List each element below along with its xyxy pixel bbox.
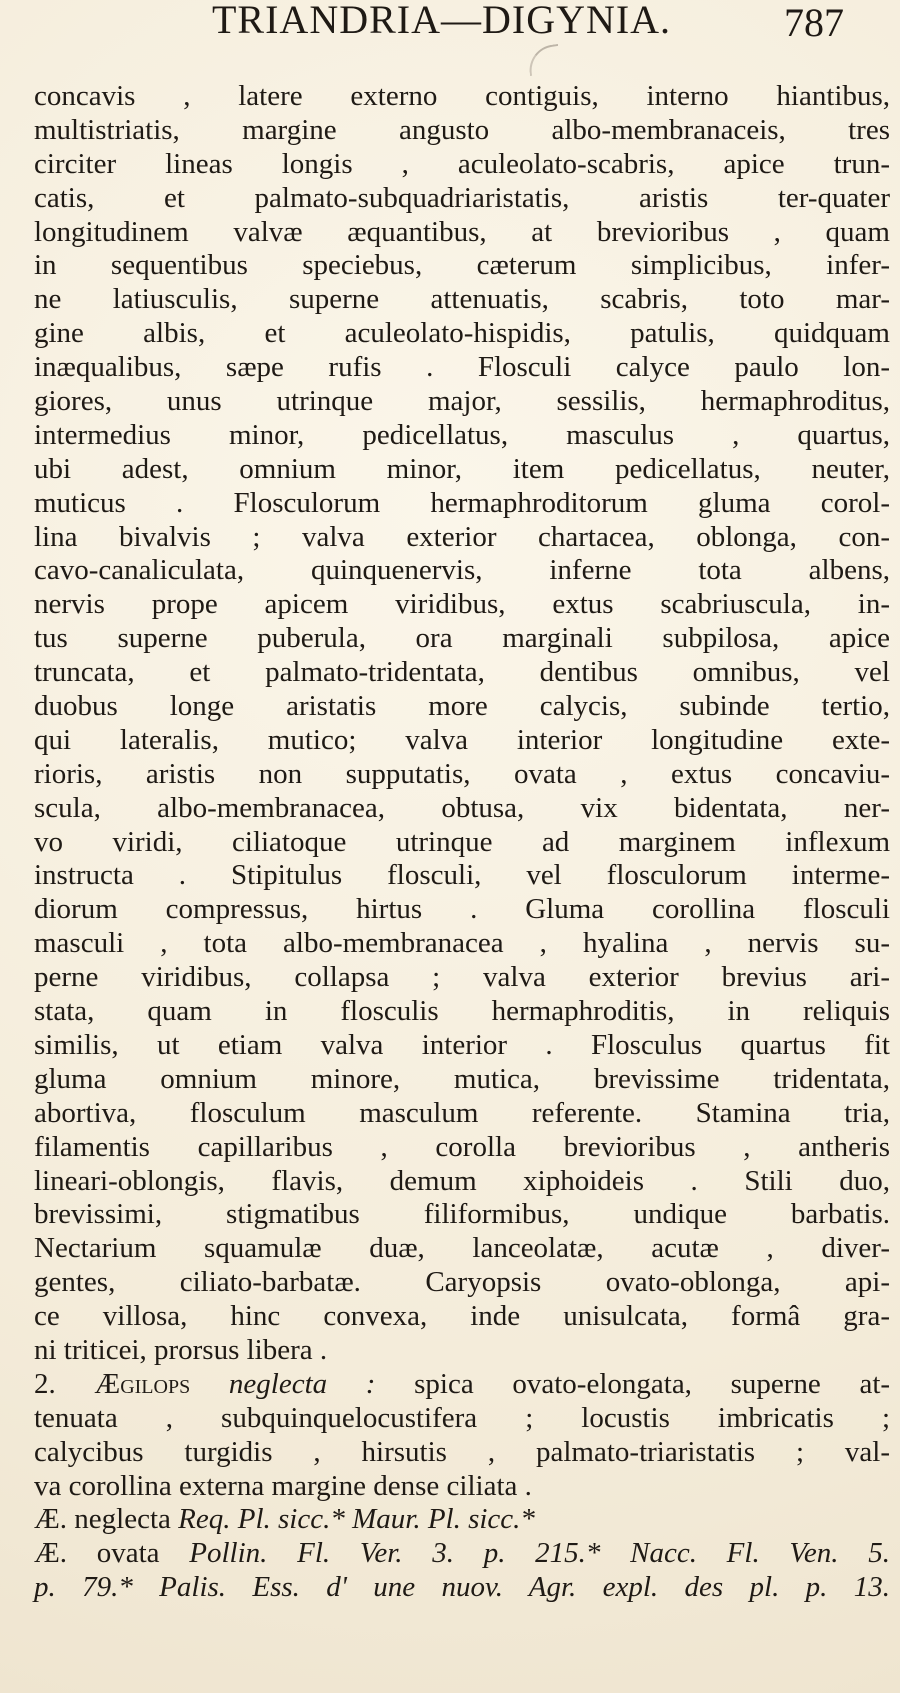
text-line: perne viridibus, collapsa ; valva exterior brevius ari- xyxy=(34,961,890,994)
text-line: inæqualibus, sæpe rufis . Flosculi calyce paulo lon- xyxy=(34,351,890,384)
synonym-line xyxy=(34,1503,890,1537)
text-line: nervis prope apicem viridibus, extus scabriuscula, in- xyxy=(34,588,890,621)
text-line: ce villosa, hinc convexa, inde unisulcata, formâ gra- xyxy=(34,1300,890,1333)
text-line: ni triticei, prorsus libera . xyxy=(34,1333,328,1366)
text-line: concavis , latere externo contiguis, interno hiantibus, xyxy=(34,80,890,112)
species-description-line: calycibus turgidis , hirsutis , palmato-triaristatis ; val- xyxy=(34,1435,890,1468)
text-line: scula, albo-membranacea, obtusa, vix bidentata, ner- xyxy=(34,791,890,824)
synonym-line xyxy=(34,1571,890,1605)
text-line: intermedius minor, pedicellatus, masculus , quartus, xyxy=(34,418,890,451)
text-line: rioris, aristis non supputatis, ovata , extus concaviu- xyxy=(34,757,890,790)
text-line: masculi , tota albo-membranacea , hyalina , nervis su- xyxy=(34,927,890,960)
text-line: vo viridi, ciliatoque utrinque ad marginem inflexum xyxy=(34,825,890,858)
synonym-reference: Req. Pl. sicc.* Maur. Pl. sicc.* xyxy=(178,1503,535,1536)
text-line: catis, et palmato-subquadriaristatis, aristis ter-quater xyxy=(34,181,890,214)
genus-name: Ægilops xyxy=(94,1367,191,1400)
synonym-line xyxy=(34,1537,890,1571)
page-header xyxy=(0,0,900,74)
text-line: duobus longe aristatis more calycis, subinde tertio, xyxy=(34,690,890,723)
species-epithet: neglecta : xyxy=(228,1367,376,1400)
page-number: 787 xyxy=(784,0,844,45)
text-line: abortiva, flosculum masculum referente. Stamina tria, xyxy=(34,1096,890,1129)
text-line: truncata, et palmato-tridentata, dentibus omnibus, vel xyxy=(34,656,890,689)
text-line: filamentis capillaribus , corolla brevioribus , antheris xyxy=(34,1130,890,1163)
text-line: lina bivalvis ; valva exterior chartacea, oblonga, con- xyxy=(34,520,890,553)
synonym-name: Æ. ovata xyxy=(34,1537,160,1570)
text-line: gluma omnium minore, mutica, brevissime tridentata, xyxy=(34,1062,890,1095)
text-line: circiter lineas longis , aculeolato-scabris, apice trun- xyxy=(34,147,890,180)
running-head: TRIANDRIA—DIGYNIA. xyxy=(212,0,672,42)
species-number: 2. xyxy=(34,1367,56,1400)
text-line: tus superne puberula, ora marginali subpilosa, apice xyxy=(34,622,890,655)
text-line: muticus . Flosculorum hermaphroditorum gluma corol- xyxy=(34,486,890,519)
synonym-reference: Pollin. Fl. Ver. 3. p. 215.* Nacc. Fl. Ven. 5. xyxy=(189,1537,890,1570)
text-line: stata, quam in flosculis hermaphroditis, in reliquis xyxy=(34,995,890,1028)
text-line: instructa . Stipitulus flosculi, vel flosculorum interme- xyxy=(34,859,890,892)
text-line: ubi adest, omnium minor, item pedicellatus, neuter, xyxy=(34,452,890,485)
text-line: giores, unus utrinque major, sessilis, hermaphroditus, xyxy=(34,385,890,418)
text-line: cavo-canaliculata, quinquenervis, inferne tota albens, xyxy=(34,554,890,587)
species-heading xyxy=(34,1368,890,1402)
species-description-start: spica ovato-elongata, superne at- xyxy=(414,1367,891,1400)
species-description-line: va corollina externa margine dense ciliata . xyxy=(34,1469,532,1502)
text-line: brevissimi, stigmatibus filiformibus, undique barbatis. xyxy=(34,1198,890,1231)
text-line: diorum compressus, hirtus . Gluma corollina flosculi xyxy=(34,893,890,926)
text-line: gine albis, et aculeolato-hispidis, patulis, quidquam xyxy=(34,317,890,350)
text-line: lineari-oblongis, flavis, demum xiphoideis . Stili duo, xyxy=(34,1164,890,1197)
text-line: similis, ut etiam valva interior . Flosculus quartus fit xyxy=(34,1028,890,1061)
text-line: multistriatis, margine angusto albo-membranaceis, tres xyxy=(34,113,890,146)
text-line: in sequentibus speciebus, cæterum simplicibus, infer- xyxy=(34,249,890,282)
text-line: longitudinem valvæ æquantibus, at brevioribus , quam xyxy=(34,215,890,248)
synonym-reference: p. 79.* Palis. Ess. d' une nuov. Agr. expl. des pl. p. 13. xyxy=(34,1571,890,1604)
text-line: qui lateralis, mutico; valva interior longitudine exte- xyxy=(34,723,890,756)
text-line: Nectarium squamulæ duæ, lanceolatæ, acutæ , diver- xyxy=(34,1232,890,1265)
text-line: gentes, ciliato-barbatæ. Caryopsis ovato-oblonga, api- xyxy=(34,1266,890,1299)
printed-mark xyxy=(526,44,562,76)
body-text xyxy=(34,80,890,1605)
synonym-name: Æ. neglecta xyxy=(34,1503,171,1536)
text-line: ne latiusculis, superne attenuatis, scabris, toto mar- xyxy=(34,283,890,316)
species-description-line: tenuata , subquinquelocustifera ; locustis imbricatis ; xyxy=(34,1401,890,1434)
